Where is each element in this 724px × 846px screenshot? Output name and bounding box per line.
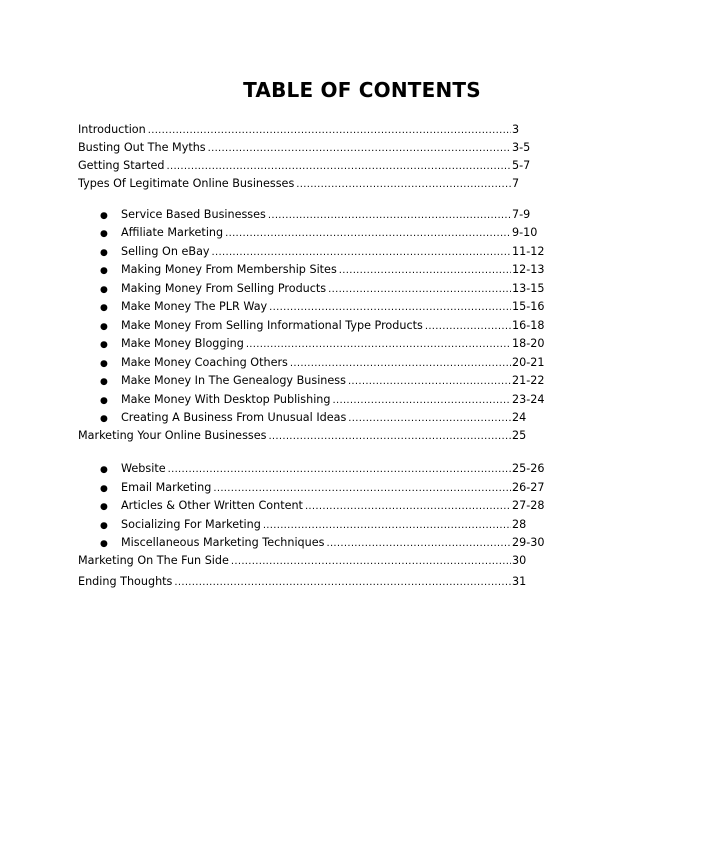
toc-page-number: 7-9 — [512, 208, 531, 221]
toc-sub-entry — [100, 226, 548, 241]
toc-page-number: 29-30 — [512, 536, 545, 549]
toc-page-number: 3-5 — [512, 141, 531, 154]
toc-entry-label: Email Marketing — [121, 481, 212, 494]
bullet-icon: ● — [100, 248, 108, 258]
toc-sub-entry — [100, 208, 548, 223]
bullet-icon: ● — [100, 285, 108, 295]
toc-entry-label: Make Money From Selling Informational Type Products — [121, 319, 423, 332]
toc-sub-entry — [100, 300, 548, 315]
toc-page-number: 12-13 — [512, 263, 545, 276]
bullet-icon: ● — [100, 465, 108, 475]
dot-leader — [339, 264, 511, 278]
toc-entry-label: Make Money The PLR Way — [121, 300, 268, 313]
toc-entry-label: Busting Out The Myths — [78, 141, 206, 154]
toc-entry — [78, 159, 548, 174]
bullet-icon: ● — [100, 539, 108, 549]
dot-leader — [348, 375, 511, 389]
bullet-icon: ● — [100, 521, 108, 531]
dot-leader — [348, 412, 511, 426]
toc-page-number: 13-15 — [512, 282, 545, 295]
bullet-icon: ● — [100, 396, 108, 406]
dot-leader — [269, 301, 511, 315]
toc-page-number: 27-28 — [512, 499, 545, 512]
toc-page-number: 18-20 — [512, 337, 545, 350]
toc-sub-entry — [100, 374, 548, 389]
dot-leader — [167, 160, 512, 174]
dot-leader — [305, 500, 511, 514]
toc-page-number: 20-21 — [512, 356, 545, 369]
dot-leader — [225, 227, 511, 241]
toc-page-number: 16-18 — [512, 319, 545, 332]
toc-entry — [78, 177, 548, 192]
toc-sub-entry — [100, 319, 548, 334]
toc-entry-label: Marketing Your Online Businesses — [78, 429, 267, 442]
toc-entry-label: Types Of Legitimate Online Businesses — [78, 177, 295, 190]
bullet-icon: ● — [100, 211, 108, 221]
toc-entry-label: Make Money Blogging — [121, 337, 244, 350]
dot-leader — [268, 430, 511, 444]
page-title: TABLE OF CONTENTS — [243, 78, 481, 102]
toc-sub-entry — [100, 411, 548, 426]
dot-leader — [212, 246, 511, 260]
dot-leader — [328, 283, 511, 297]
toc-page-number: 24 — [512, 411, 527, 424]
toc-page-number: 7 — [512, 177, 520, 190]
toc-page-number: 15-16 — [512, 300, 545, 313]
bullet-icon: ● — [100, 377, 108, 387]
toc-entry-label: Making Money From Selling Products — [121, 282, 327, 295]
dot-leader — [268, 209, 511, 223]
toc-entry-label: Creating A Business From Unusual Ideas — [121, 411, 347, 424]
toc-page-number: 26-27 — [512, 481, 545, 494]
toc-sub-entry — [100, 462, 548, 477]
toc-entry — [78, 123, 548, 138]
bullet-icon: ● — [100, 266, 108, 276]
toc-sub-entry — [100, 536, 548, 551]
toc-entry-label: Make Money In The Genealogy Business — [121, 374, 346, 387]
toc-entry — [78, 554, 548, 569]
toc-entry-label: Affiliate Marketing — [121, 226, 224, 239]
toc-sub-entry — [100, 481, 548, 496]
toc-entry-label: Getting Started — [78, 159, 165, 172]
dot-leader — [333, 394, 511, 408]
toc-page-number: 31 — [512, 575, 527, 588]
bullet-icon: ● — [100, 340, 108, 350]
bullet-icon: ● — [100, 303, 108, 313]
toc-page-number: 25 — [512, 429, 527, 442]
toc-entry-label: Socializing For Marketing — [121, 518, 261, 531]
dot-leader — [425, 320, 511, 334]
bullet-icon: ● — [100, 229, 108, 239]
bullet-icon: ● — [100, 322, 108, 332]
toc-page-number: 28 — [512, 518, 527, 531]
bullet-icon: ● — [100, 359, 108, 369]
toc-sub-entry — [100, 245, 548, 260]
dot-leader — [174, 576, 511, 590]
toc-page-number: 11-12 — [512, 245, 545, 258]
toc-entry-label: Marketing On The Fun Side — [78, 554, 229, 567]
toc-entry-label: Introduction — [78, 123, 146, 136]
bullet-icon: ● — [100, 502, 108, 512]
toc-sub-entry — [100, 518, 548, 533]
dot-leader — [208, 142, 511, 156]
dot-leader — [231, 555, 511, 569]
toc-entry-label: Miscellaneous Marketing Techniques — [121, 536, 325, 549]
toc-entry-label: Make Money With Desktop Publishing — [121, 393, 331, 406]
toc-entry-label: Articles & Other Written Content — [121, 499, 303, 512]
toc-page-number: 9-10 — [512, 226, 538, 239]
toc-entry-label: Website — [121, 462, 166, 475]
toc-page-number: 30 — [512, 554, 527, 567]
toc-page-number: 21-22 — [512, 374, 545, 387]
toc-page-number: 25-26 — [512, 462, 545, 475]
dot-leader — [326, 537, 511, 551]
dot-leader — [213, 482, 511, 496]
dot-leader — [290, 357, 511, 371]
toc-page-number: 5-7 — [512, 159, 531, 172]
toc-sub-entry — [100, 337, 548, 352]
toc-entry-label: Making Money From Membership Sites — [121, 263, 337, 276]
toc-sub-entry — [100, 263, 548, 278]
toc-page-number: 3 — [512, 123, 520, 136]
toc-entry — [78, 429, 548, 444]
bullet-icon: ● — [100, 484, 108, 494]
toc-entry-label: Ending Thoughts — [78, 575, 173, 588]
toc-page-number: 23-24 — [512, 393, 545, 406]
toc-sub-entry — [100, 282, 548, 297]
toc-entry-label: Selling On eBay — [121, 245, 210, 258]
toc-entry — [78, 575, 548, 590]
dot-leader — [263, 519, 511, 533]
toc-entry — [78, 141, 548, 156]
toc-sub-entry — [100, 499, 548, 514]
dot-leader — [148, 124, 511, 138]
toc-sub-entry — [100, 356, 548, 371]
dot-leader — [296, 178, 511, 192]
toc-entry-label: Make Money Coaching Others — [121, 356, 288, 369]
dot-leader — [168, 463, 511, 477]
dot-leader — [246, 338, 511, 352]
bullet-icon: ● — [100, 414, 108, 424]
toc-entry-label: Service Based Businesses — [121, 208, 266, 221]
toc-sub-entry — [100, 393, 548, 408]
